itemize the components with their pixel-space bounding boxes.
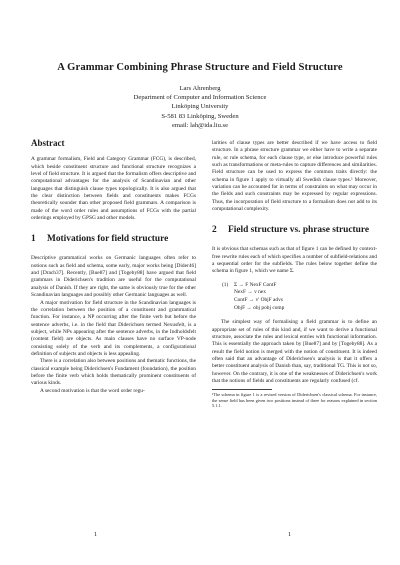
section-number: 2: [212, 225, 217, 236]
body-paragraph: There is a correlation also between positions and thematic functions, the classical example being Diderichsen's Fundament (foundation), the position before the finite verb which holds thematically prominent constituents of various kinds.: [31, 358, 196, 387]
rule-list: [222, 282, 377, 312]
author-block: [0, 84, 400, 130]
section-title: Field structure vs. phrase structure: [228, 225, 370, 236]
abstract-heading: Abstract: [31, 138, 65, 148]
rule-text: ObjF → obj pobj comp: [234, 304, 285, 311]
rule-text: NexF → v nex: [234, 289, 266, 296]
section-number: 1: [31, 234, 36, 245]
rule-index: (1): [222, 281, 229, 288]
right-column: [212, 140, 377, 409]
paper-title: A Grammar Combining Phrase Structure and Field Structure: [57, 62, 343, 73]
body-paragraph: A major motivation for field structure in the Scandinavian languages is the correlation between the position of a constituent and grammatical function. For instance, a NP occurring after the finite verb but before the sentence adverbs, i.e. in the field that Diderichsen termed Nexusfelt, is a subject, while NPs appearing after the sentence adverbs, in the Indholdsfelt (content field) are objects. As main clauses have no surface VP-node consisting solely of the verb and its complements, a configurational definition of subjects and objects is less appealing.: [31, 299, 196, 357]
section-2-heading: [212, 225, 377, 236]
rule-line: [222, 282, 377, 290]
body-paragraph: A second motivation is that the word order regu-: [40, 387, 145, 394]
affiliation-line: Department of Computer and Information Science: [133, 94, 267, 102]
rule-text: ContF → v' ObjF advs: [234, 297, 283, 303]
author-name: Lars Ahrenberg: [179, 85, 221, 92]
body-paragraph: Descriptive grammatical works on Germanic languages often refer to notions such as field and schema, some early, major works being [Dider46] and [Drach37]. Recently, [Bue87] and [Togeby88] have argued that field grammars in Diderichsen's tradition are useful for the computational analysis of Danish. If they are right, the same is obviously true for the other Scandinavian languages and possibly other Germanic languages as well.: [31, 255, 196, 299]
affiliation-line: S-581 83 Linköping, Sweden: [161, 112, 239, 120]
body-paragraph: The simplest way of formalising a field grammar is to define an appropriate set of rules of this kind and, if we want to derive a functional structure, associate the rules and lexical entries with functional information. This is essentially the approach taken by [Bue87] and by [Togeby88]. As a result the field notion is merged with the notion of constituent. It is indeed often said that an advantage of Diderichsen's analysis is that it offers a better constituent analysis of Danish than, say, traditional TG. This is not so, however. On the contrary, it is one of the weaknesses of Diderichsen's work that the notions of fields and constituents are regularly confused (cf.: [212, 319, 377, 384]
rule-text: Σ → F NexF ContF: [234, 281, 277, 288]
section-1-heading: [31, 234, 196, 245]
rule-line: [222, 297, 377, 305]
affiliation-line: Linköping University: [171, 103, 229, 111]
abstract-text: A grammar formalism, Field and Category Grammar (FCG), is described, which beside constituent structure and functional structure recognizes a level of field structure. It is argued that the formalism offers descriptive and computational advantages for the analysis of Scandinavian and other languages that distinguish clause types topologically. It is also argued that the clear distinction between fields and constituents makes FCGs theoretically sounder than other proposed field grammars. A comparison is made of the word order rules and assumptions of FCGs with the partial orderings employed by GPSG and other models.: [31, 156, 196, 222]
left-column: [31, 136, 196, 395]
rule-line: [222, 289, 377, 297]
body-paragraph: larities of clause types are better described if we have access to field structure. In a phrase structure grammar we either have to write a separate rule, or rule schema, for each clause type, or else introduce powerful rules such as transformations or meta-rules to capture differences and similarities. Field structure can be used to express the common traits directly: the schema in figure 1 apply to virtually all Swedish clause types.¹ Moreover, variation can be accounted for in terms of constraints on what may occur in the fields and such constraints may be expressed by regular expressions. Thus, the incorporation of field structure to a formalism does not add to its computational complexity.: [212, 140, 377, 213]
body-paragraph: It is obvious that schemas such as that of figure 1 can be defined by context-free rewrite rules each of which specifies a number of subfield-relations and a sequential order for the subfields. The rules below together define the schema in figure 1, which we name Σ.: [212, 246, 377, 275]
page-number: 1: [94, 531, 98, 538]
section-title: Motivations for field structure: [47, 234, 169, 245]
author-email: email: lah@ida.liu.se: [171, 121, 229, 129]
footnote-divider: [212, 389, 272, 390]
page-number: 1: [288, 531, 292, 538]
rule-line: [222, 305, 377, 313]
footnote: ¹The schema in figure 1 is a revised version of Diderichsen's classical schema. For instance, the sense field has been given two positions instead of three for reasons explained in section 5.1.1.: [212, 392, 377, 409]
